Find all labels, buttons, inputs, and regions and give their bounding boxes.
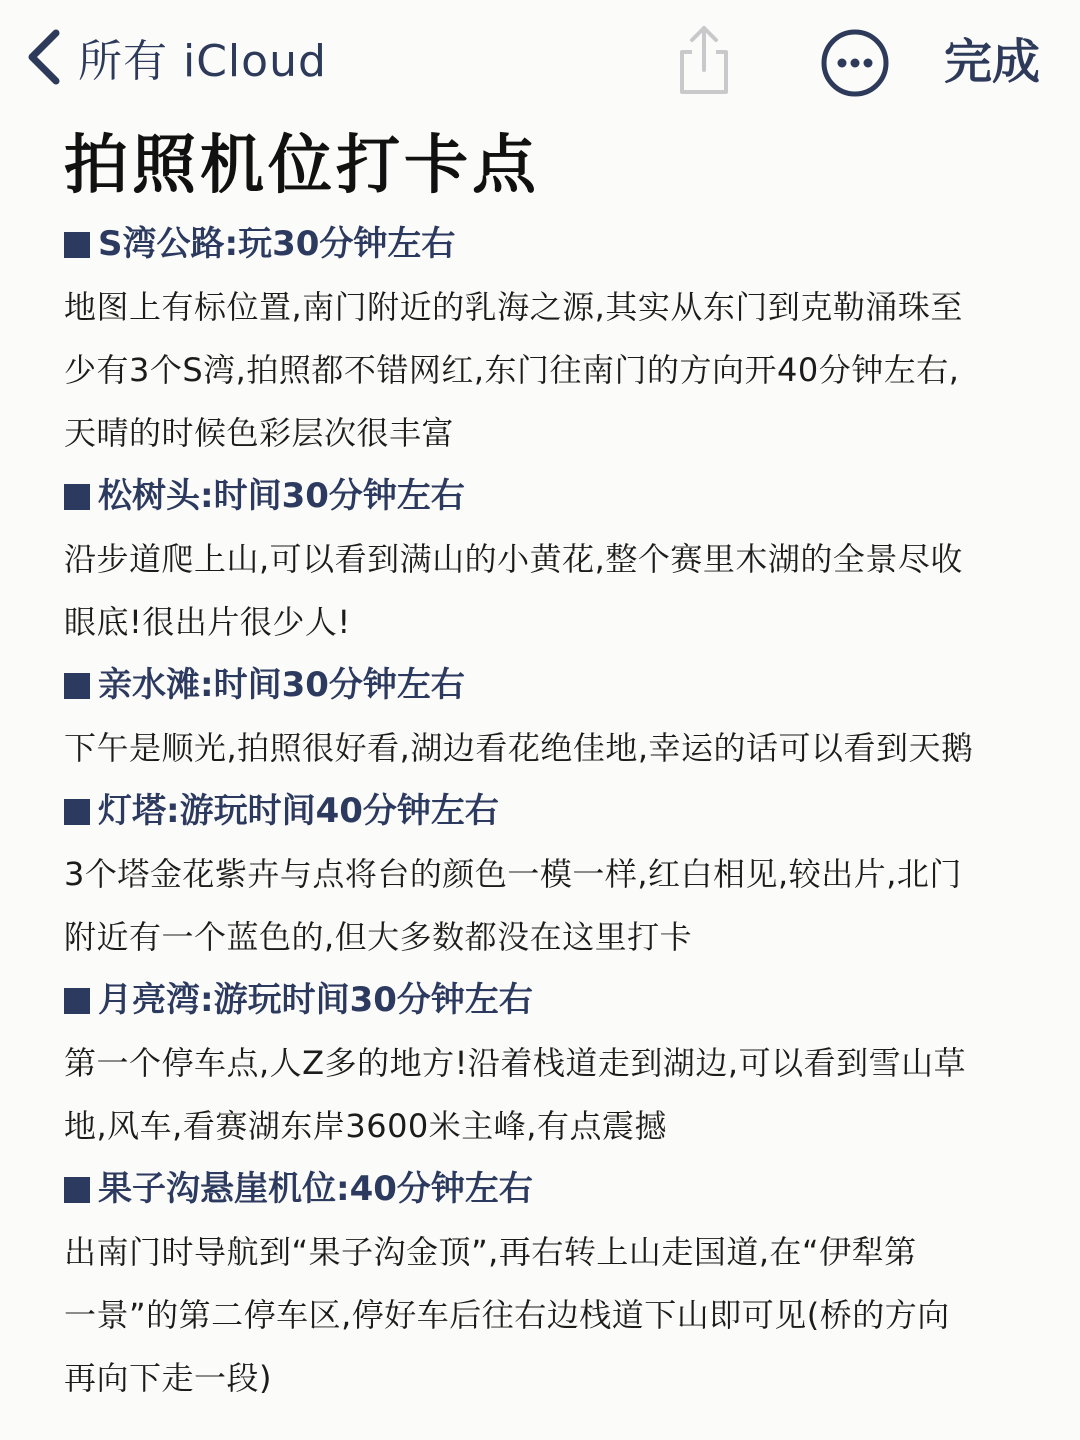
section-heading [64, 1158, 1072, 1221]
back-label: 所有 iCloud [78, 36, 327, 87]
section-paragraph [64, 528, 1072, 654]
section-paragraph [64, 1221, 1072, 1410]
paragraph-line: 一景”的第二停车区,停好车后往右边栈道下山即可见(桥的方向 [64, 1296, 950, 1334]
section-heading-text: 松树头:时间30分钟左右 [98, 476, 465, 516]
paragraph-line: 地,风车,看赛湖东岸3600米主峰,有点震撼 [64, 1107, 667, 1145]
section-paragraph [64, 276, 1072, 465]
paragraph-line: 下午是顺光,拍照很好看,湖边看花绝佳地,幸运的话可以看到天鹅 [64, 729, 974, 767]
paragraph-line: 沿步道爬上山,可以看到满山的小黄花,整个赛里木湖的全景尽收 [64, 540, 963, 578]
section-heading-text: 果子沟悬崖机位:40分钟左右 [98, 1169, 533, 1209]
section-heading [64, 969, 1072, 1032]
paragraph-line: 出南门时导航到“果子沟金顶”,再右转上山走国道,在“伊犁第 [64, 1233, 917, 1271]
done-button[interactable]: 完成 [944, 34, 1041, 90]
paragraph-line: 地图上有标位置,南门附近的乳海之源,其实从东门到克勒涌珠至 [64, 288, 963, 326]
share-button[interactable] [672, 22, 736, 96]
square-bullet-icon [64, 1177, 90, 1203]
back-button[interactable] [24, 22, 327, 92]
square-bullet-icon [64, 988, 90, 1014]
square-bullet-icon [64, 673, 90, 699]
paragraph-line: 3个塔金花紫卉与点将台的颜色一模一样,红白相见,较出片,北门 [64, 855, 962, 893]
note-body[interactable] [64, 213, 1072, 1410]
paragraph-line: 第一个停车点,人Z多的地方!沿着栈道走到湖边,可以看到雪山草 [64, 1044, 967, 1082]
chevron-left-icon [24, 27, 64, 87]
paragraph-line: 少有3个S湾,拍照都不错网红,东门往南门的方向开40分钟左右, [64, 351, 960, 389]
section-heading [64, 465, 1072, 528]
section-paragraph [64, 1032, 1072, 1158]
paragraph-line: 附近有一个蓝色的,但大多数都没在这里打卡 [64, 918, 693, 956]
section-heading [64, 780, 1072, 843]
section-paragraph [64, 717, 1072, 780]
paragraph-line: 再向下走一段) [64, 1359, 272, 1397]
section-heading-text: S湾公路:玩30分钟左右 [98, 224, 456, 264]
section-heading-text: 灯塔:游玩时间40分钟左右 [98, 791, 499, 831]
square-bullet-icon [64, 484, 90, 510]
share-icon [672, 22, 736, 96]
section-paragraph [64, 843, 1072, 969]
paragraph-line: 天晴的时候色彩层次很丰富 [64, 414, 455, 452]
note-title: 拍照机位打卡点 [64, 129, 540, 203]
section-heading [64, 654, 1072, 717]
section-heading-text: 亲水滩:时间30分钟左右 [98, 665, 465, 705]
section-heading [64, 213, 1072, 276]
paragraph-line: 眼底!很出片很少人! [64, 603, 351, 641]
navigation-bar [0, 0, 1080, 120]
section-heading-text: 月亮湾:游玩时间30分钟左右 [98, 980, 533, 1020]
square-bullet-icon [64, 799, 90, 825]
more-icon [820, 28, 890, 98]
square-bullet-icon [64, 232, 90, 258]
more-button[interactable] [820, 28, 890, 98]
